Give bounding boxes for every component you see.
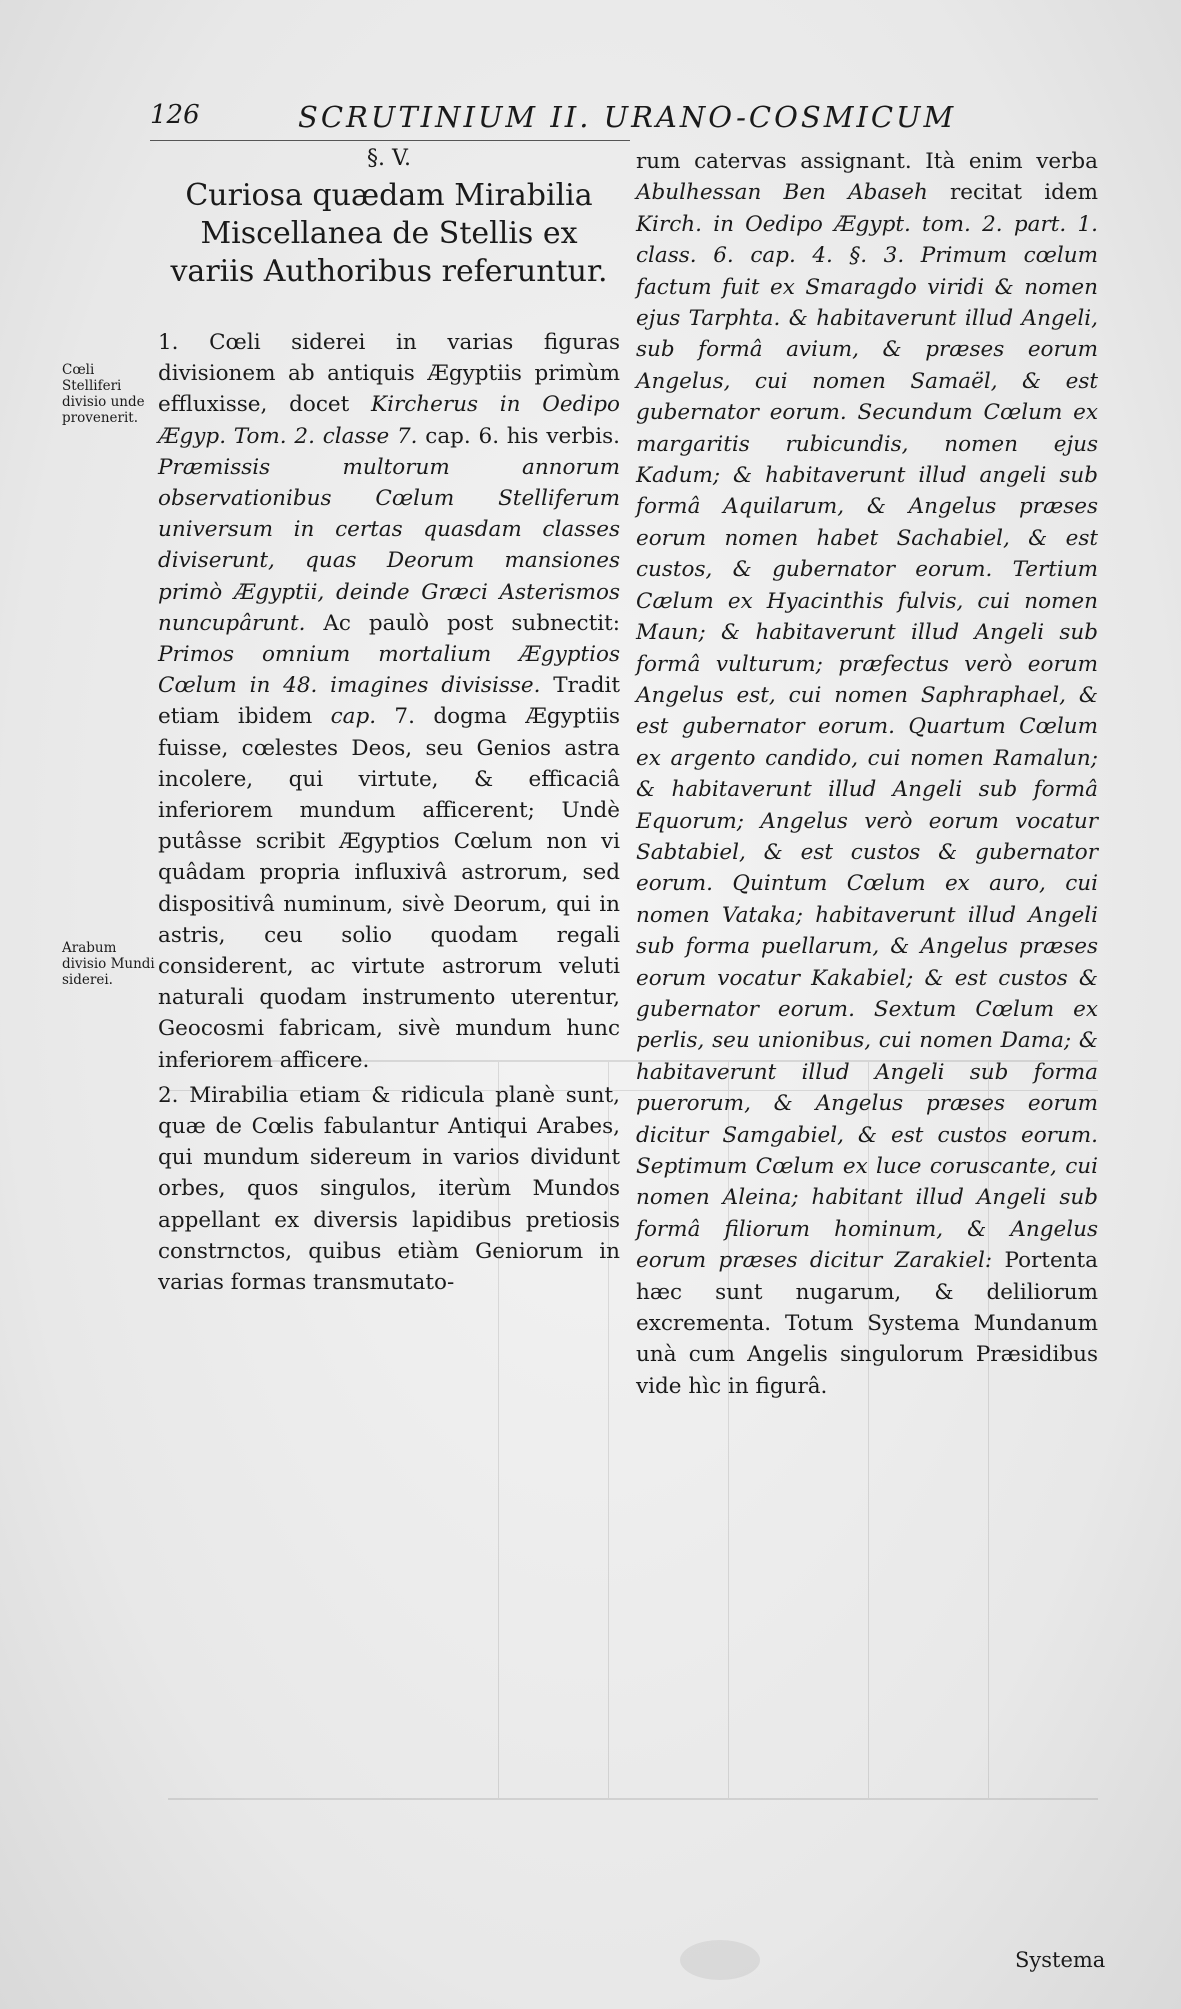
italic-run: Abulhessan Ben Abaseh [636,180,928,206]
running-head: SCRUTINIUM II. URANO-COSMICUM [298,100,957,134]
marginal-note-1: Cœli Stelliferi divisio unde provenerit. [62,362,145,426]
italic-run: Præmissis multorum annorum observationibus Cœlum Stelliferum universum in certas quasdam classes diviserunt, quas Deorum mansiones primò Ægyptii, deinde Græci Asterismos nuncupârunt. [158,454,620,636]
text-run: recitat idem [927,180,1098,206]
section-title: Curiosa quædam Mirabilia Miscellanea de Stellis ex variis Authoribus referuntur. [170,178,608,289]
text-run: cap. 6. his verbis. [417,423,620,449]
text-run: Ac paulò post subnectit: [305,610,620,636]
text-run: Portenta hæc sunt nugarum, & deliliorum excrementa. Totum Systema Mundanum unà cum Angelis singulorum Præsidibus vide hìc in figurâ. [636,1248,1098,1399]
italic-run: Kircherus in Oedipo Ægyp. Tom. 2. classe 7. [158,392,620,449]
italic-run: cap. [330,704,377,730]
ink-smudge [680,1940,760,1980]
catchword: Systema [1015,1948,1106,1972]
italic-run: Kirch. in Oedipo Ægypt. tom. 2. part. 1. class. 6. cap. 4. §. 3. Primum cœlum factum fuit ex Smaragdo viridi & nomen ejus Tarphta. & habitaverunt illud Angeli, sub formâ avium, & præses eorum Angelus, cui nomen Samaël, & est gubernator eorum. Secundum Cœlum ex margaritis rubicundis, nomen ejus Kadum; & habitaverunt illud angeli sub formâ Aquilarum, & Angelus præses eorum nomen habet Sachabiel, & est custos, & gubernator eorum. Tertium Cælum ex Hyacinthis fulvis, cui nomen Maun; & habitaverunt illud Angeli sub formâ vulturum; præfectus verò eorum Angelus est, cui nomen Saphraphael, & est gubernator eorum. Quartum Cœlum ex argento candido, cui nomen Ramalun; & habitaverunt illud Angeli sub formâ Equorum; Angelus verò eorum vocatur Sabtabiel, & est custos & gubernator eorum. Quintum Cœlum ex auro, cui nomen Vataka; habitaverunt illud Angeli sub forma puellarum, & Angelus præses eorum vocatur Kakabiel; & est custos & gubernator eorum. Sextum Cœlum ex perlis, seu unionibus, cui nomen Dama; & habitaverunt illud Angeli sub forma puerorum, & Angelus præses eorum dicitur Samgabiel, & est custos eorum. Septimum Cœlum ex luce coruscante, cui nomen Aleina; habitant illud Angeli sub formâ filiorum hominum, & Angelus eorum præses dicitur Zarakiel: [636,211,1098,1274]
text-run: 2. Mirabilia etiam & ridicula planè sunt, quæ de Cœlis fabulantur Antiqui Arabes, qui mundum sidereum in varios dividunt orbes, quos singulos, iterùm Mundos appellant ex diversis lapidibus pretiosis constrnctos, quibus etiàm Geniorum in varias formas transmutato- [158,1082,620,1296]
text-run: 7. dogma Ægyptiis fuisse, cœlestes Deos, seu Genios astra incolere, qui virtute, & efficaciâ inferiorem mundum afficerent; Undè putâsse scribit Ægyptios Cœlum non vi quâdam propria influxivâ astrorum, sed dispositivâ numinum, sivè Deorum, qui in astris, ceu solio quodam regali considerent, ac virtute astrorum veluti naturali quodam instrumento uterentur, Geocosmi fabricam, sivè mundum hunc inferiorem afficere. [158,704,620,1073]
section-number: §. V. [366,146,412,171]
page-header [150,100,957,136]
show-through-table [168,1060,1098,1800]
paragraph-1 [158,327,620,1076]
page-number: 126 [150,100,200,130]
italic-run: Primos omnium mortalium Ægyptios Cœlum in 48. imagines divisisse. [158,642,620,699]
text-run: Tradit etiam ibidem [158,673,620,730]
text-run: 1. Cœli siderei in varias figuras divisionem ab antiquis Ægyptiis primùm effluxisse, docet [158,330,620,418]
marginal-note-2: Arabum divisio Mundi siderei. [62,940,155,988]
text-run: rum catervas assignant. Ità enim verba [636,149,1098,174]
header-rule [150,140,630,141]
